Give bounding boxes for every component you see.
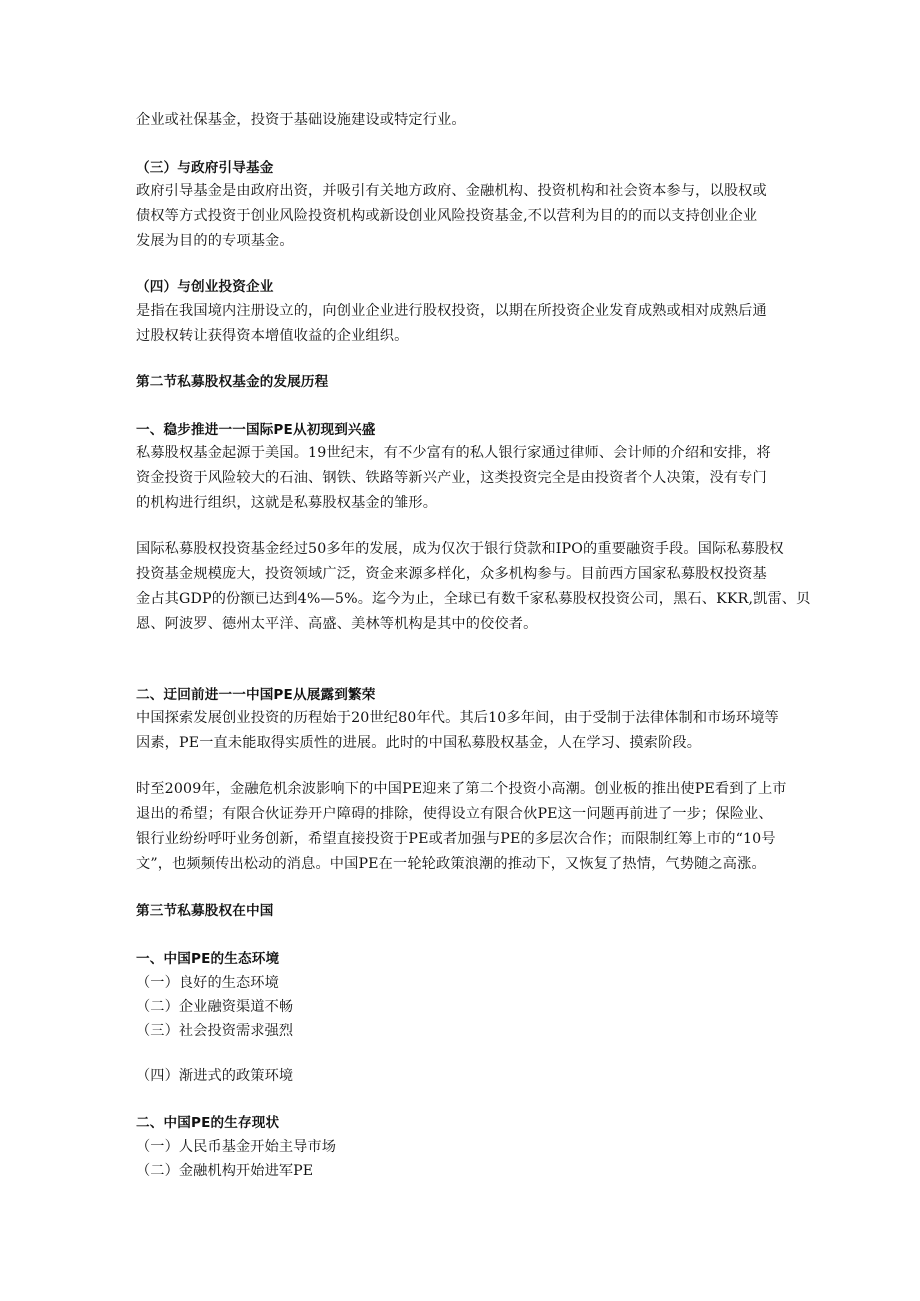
list-item: （二）金融机构开始进军PE bbox=[136, 1163, 314, 1179]
paragraph-line: 投资基金规模庞大，投资领域广泛，资金来源多样化，众多机构参与。目前西方国家私募股权投资基 bbox=[136, 566, 767, 582]
list-item: （三）社会投资需求强烈 bbox=[136, 1023, 294, 1039]
paragraph-line: 恩、阿波罗、德州太平洋、高盛、美林等机构是其中的佼佼者。 bbox=[136, 616, 538, 632]
paragraph-line: 企业或社保基金，投资于基础设施建设或特定行业。 bbox=[136, 112, 466, 128]
paragraph-line: 时至2009年，金融危机余波影响下的中国PE迎来了第二个投资小高潮。创业板的推出使PE看到了上市 bbox=[136, 781, 787, 797]
subsection-heading: 二、迂回前进一一中国PE从展露到繁荣 bbox=[136, 687, 376, 703]
subsection-heading: （四）与创业投资企业 bbox=[136, 279, 274, 295]
paragraph-line: 国际私募股权投资基金经过50多年的发展，成为仅次于银行贷款和IPO的重要融资手段。国际私募股权 bbox=[136, 541, 784, 557]
subsection-heading: 一、中国PE的生态环境 bbox=[136, 951, 280, 967]
list-item: （二）企业融资渠道不畅 bbox=[136, 999, 294, 1015]
paragraph-line: 发展为目的的专项基金。 bbox=[136, 233, 294, 249]
paragraph-line: 中国探索发展创业投资的历程始于20世纪80年代。其后10多年间，由于受制于法律体制和市场环境等 bbox=[136, 710, 779, 726]
subsection-heading: 二、中国PE的生存现状 bbox=[136, 1115, 280, 1131]
section-heading: 第三节私募股权在中国 bbox=[136, 903, 274, 919]
paragraph-line: 私募股权基金起源于美国。19世纪末，有不少富有的私人银行家通过律师、会计师的介绍和安排，将 bbox=[136, 445, 771, 461]
paragraph-line: 是指在我国境内注册设立的，向创业企业进行股权投资，以期在所投资企业发育成熟或相对成熟后通 bbox=[136, 303, 767, 319]
section-heading: 第二节私募股权基金的发展历程 bbox=[136, 374, 329, 390]
list-item: （四）渐进式的政策环境 bbox=[136, 1068, 294, 1084]
paragraph-line: 资金投资于风险较大的石油、钢铁、铁路等新兴产业，这类投资完全是由投资者个人决策，没有专门 bbox=[136, 470, 767, 486]
paragraph-line: 因素，PE一直未能取得实质性的进展。此时的中国私募股权基金，人在学习、摸索阶段。 bbox=[136, 735, 702, 751]
paragraph-line: 过股权转让获得资本增值收益的企业组织。 bbox=[136, 328, 409, 344]
paragraph-line: 退出的希望；有限合伙证券开户障碍的排除，使得设立有限合伙PE这一问题再前进了一步；保险业、 bbox=[136, 806, 773, 822]
paragraph-line: 政府引导基金是由政府出资，并吸引有关地方政府、金融机构、投资机构和社会资本参与，以股权或 bbox=[136, 183, 767, 199]
paragraph-line: 文”，也频频传出松动的消息。中国PE在一轮轮政策浪潮的推动下，又恢复了热情，气势随之高涨。 bbox=[136, 856, 766, 872]
paragraph-line: 银行业纷纷呼吁业务创新，希望直接投资于PE或者加强与PE的多层次合作；而限制红筹上市的“10号 bbox=[136, 831, 776, 847]
paragraph-line: 的机构进行组织，这就是私募股权基金的雏形。 bbox=[136, 495, 438, 511]
paragraph-line: 金占其GDP的份额已达到4%—5%。迄今为止，全球已有数千家私募股权投资公司，黑石、KKR,凯雷、贝 bbox=[136, 591, 811, 607]
list-item: （一）人民币基金开始主导市场 bbox=[136, 1139, 337, 1155]
subsection-heading: 一、稳步推进一一国际PE从初现到兴盛 bbox=[136, 422, 376, 438]
subsection-heading: （三）与政府引导基金 bbox=[136, 160, 274, 176]
paragraph-line: 债权等方式投资于创业风险投资机构或新设创业风险投资基金,不以营利为目的的而以支持创业企业 bbox=[136, 208, 758, 224]
list-item: （一）良好的生态环境 bbox=[136, 975, 279, 991]
